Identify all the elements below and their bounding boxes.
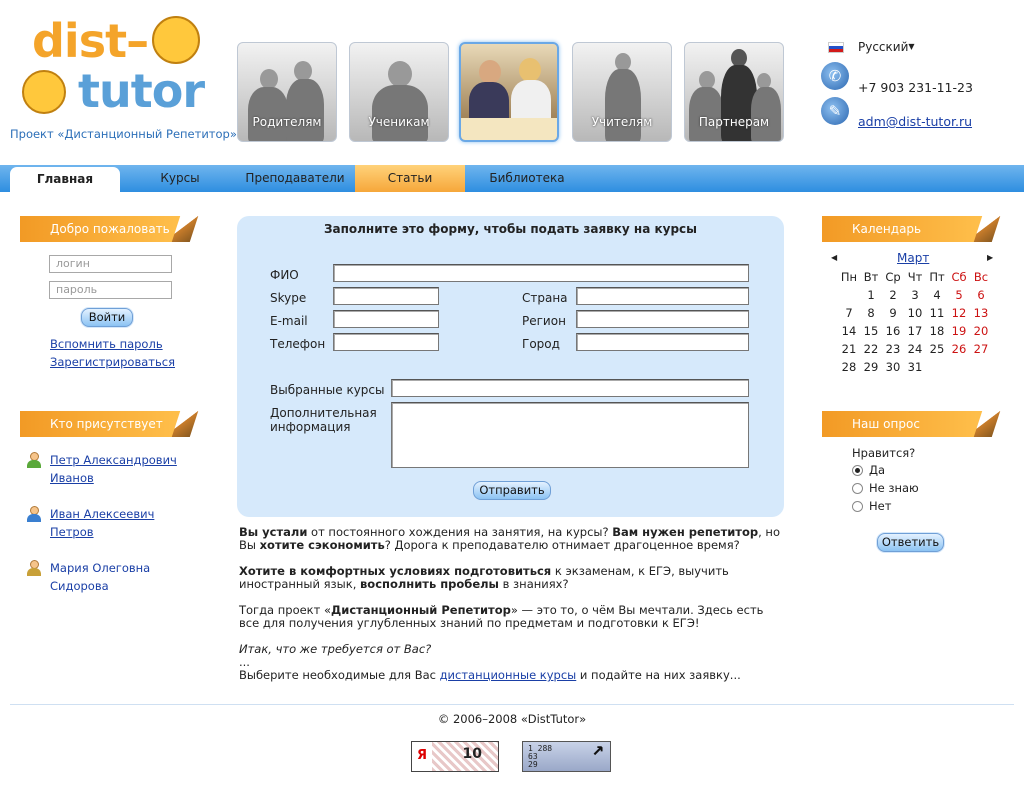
poll-option-label: Не знаю <box>869 481 919 495</box>
extra-label-line2: информация <box>270 420 351 434</box>
chevron-down-icon: ▼ <box>908 42 915 51</box>
radio-checked-icon[interactable] <box>852 465 863 476</box>
poll-panel-title <box>822 411 986 437</box>
next-month-icon[interactable]: ▶ <box>987 253 994 262</box>
counter-line: 63 <box>528 752 538 761</box>
nav-teachers-label: Преподаватели <box>245 171 345 185</box>
user-icon <box>26 452 42 468</box>
country-label: Страна <box>522 291 568 305</box>
poll-question: Нравится? <box>852 446 916 460</box>
region-label: Регион <box>522 314 566 328</box>
poll-title-text: Наш опрос <box>852 417 920 431</box>
student-face-icon <box>22 70 66 114</box>
fio-label: ФИО <box>270 268 299 282</box>
audience-teachers[interactable] <box>572 42 672 142</box>
email-label: E-mail <box>270 314 308 328</box>
calendar-month[interactable]: Март <box>897 251 930 265</box>
audience-parents-label: Родителям <box>252 115 322 129</box>
audience-reading-students[interactable] <box>459 42 559 142</box>
extra-label-line1: Дополнительная <box>270 406 377 420</box>
yandex-counter-value: 10 <box>432 742 498 771</box>
extra-info-textarea[interactable] <box>391 402 749 468</box>
online-title-text: Кто присутствует <box>50 417 163 431</box>
phone-field[interactable] <box>333 333 439 351</box>
courses-label: Выбранные курсы <box>270 383 385 397</box>
calendar-panel-title <box>822 216 986 242</box>
audience-students[interactable] <box>349 42 449 142</box>
application-form <box>237 216 784 517</box>
user-icon <box>26 506 42 522</box>
nav-articles-label: Статьи <box>387 171 433 185</box>
phone-label: Телефон <box>270 337 326 351</box>
online-user-name[interactable]: Иван Алексеевич <box>50 507 155 521</box>
online-user-name[interactable]: Мария Олеговна <box>50 561 151 575</box>
fio-field[interactable] <box>333 264 749 282</box>
online-user <box>26 559 150 595</box>
site-logo[interactable] <box>10 12 237 141</box>
skype-field[interactable] <box>333 287 439 305</box>
nav-teachers[interactable] <box>236 165 354 192</box>
counter-line: 29 <box>528 760 538 769</box>
nav-courses[interactable] <box>150 165 210 192</box>
nav-home[interactable] <box>10 167 120 192</box>
russian-flag-icon <box>828 42 844 53</box>
audience-teachers-label: Учителям <box>591 115 653 129</box>
audience-students-label: Ученикам <box>368 115 430 129</box>
form-title: Заполните это форму, чтобы подать заявку на курсы <box>323 222 697 236</box>
city-label: Город <box>522 337 560 351</box>
country-field[interactable] <box>576 287 749 305</box>
phone-number: +7 903 231-11-23 <box>858 80 973 95</box>
logo-word-dist: dist– <box>32 14 149 68</box>
poll-option-no[interactable] <box>852 499 891 513</box>
audience-partners[interactable] <box>684 42 784 142</box>
online-user-surname[interactable]: Петров <box>50 525 94 539</box>
calendar-grid: Пн Вт Ср Чт Пт Сб Вс 1 2 3 4 5 6 7 8 9 10 11 12 13 14 15 16 17 18 19 20 21 22 23 24 25 26 27 28 29 30 31 <box>840 270 989 374</box>
online-user-name[interactable]: Петр Александрович <box>50 453 177 467</box>
nav-home-label: Главная <box>36 172 94 186</box>
prev-month-icon[interactable]: ◀ <box>831 253 838 262</box>
poll-option-label: Нет <box>869 499 892 513</box>
login-input[interactable]: логин <box>49 255 172 273</box>
copyright: © 2006–2008 «DistTutor» <box>437 712 587 726</box>
poll-option-yes[interactable] <box>852 463 885 477</box>
language-selector[interactable] <box>828 40 915 54</box>
email-link[interactable]: adm@dist-tutor.ru <box>858 114 973 129</box>
city-field[interactable] <box>576 333 749 351</box>
region-field[interactable] <box>576 310 749 328</box>
forgot-password-link[interactable]: Вспомнить пароль <box>50 337 163 351</box>
liveinternet-counter[interactable] <box>522 736 611 772</box>
counter-line: 1 288 <box>528 744 553 753</box>
online-panel-title <box>20 411 184 437</box>
calendar-title-text: Календарь <box>852 222 922 236</box>
phone-icon: ✆ <box>821 62 849 90</box>
tutor-face-icon <box>152 16 200 64</box>
nav-courses-label: Курсы <box>160 171 200 185</box>
audience-partners-label: Партнерам <box>698 115 770 129</box>
logo-word-tutor: tutor <box>78 64 205 118</box>
email-field[interactable] <box>333 310 439 328</box>
radio-icon[interactable] <box>852 501 863 512</box>
vote-button[interactable]: Ответить <box>877 533 944 552</box>
online-user <box>26 451 177 487</box>
nav-library-label: Библиотека <box>489 171 565 185</box>
radio-icon[interactable] <box>852 483 863 494</box>
user-icon <box>26 560 42 576</box>
yandex-logo-icon: Я <box>412 742 432 771</box>
welcome-title-text: Добро пожаловать <box>50 222 170 236</box>
poll-option-label: Да <box>869 463 886 477</box>
distance-courses-link[interactable]: дистанционные курсы <box>439 668 577 682</box>
register-link[interactable]: Зарегистрироваться <box>50 355 175 369</box>
password-input[interactable]: пароль <box>49 281 172 299</box>
welcome-panel-title <box>20 216 184 242</box>
skype-label: Skype <box>270 291 307 305</box>
arrow-up-right-icon: ↗ <box>591 736 604 760</box>
logo-subtitle: Проект «Дистанционный Репетитор» <box>10 127 237 141</box>
submit-button[interactable]: Отправить <box>473 481 551 500</box>
footer-divider <box>10 704 1014 705</box>
courses-field[interactable] <box>391 379 749 397</box>
online-user-surname[interactable]: Сидорова <box>50 579 109 593</box>
login-button[interactable]: Войти <box>81 308 133 327</box>
poll-option-dontknow[interactable] <box>852 481 919 495</box>
language-label: Русский <box>858 40 909 54</box>
nav-articles[interactable] <box>355 165 465 192</box>
audience-parents[interactable] <box>237 42 337 142</box>
online-user-surname[interactable]: Иванов <box>50 471 94 485</box>
yandex-counter[interactable] <box>411 741 499 772</box>
nav-library[interactable] <box>478 165 576 192</box>
intro-text: Вы устали от постоянного хождения на занятия, на курсы? Вам нужен репетитор, но Вы хотите сэкономить? Дорога к преподавателю отнимает драгоценное время? Хотите в комфортных условиях подготовиться к экзаменам, к ЕГЭ, выучить иностранный язык, восполнить пробелы в знаниях? Тогда проект «Дистанционный Репетитор» — это то, о чём Вы мечтали. Здесь есть все для получения углубленных знаний по предметам и подготовки к ЕГЭ! Итак, что же требуется от Вас? ... Выберите необходимые для Вас дистанционные курсы и подайте на них заявку... <box>239 525 780 682</box>
email-pen-icon: ✎ <box>821 97 849 125</box>
online-user <box>26 505 154 541</box>
